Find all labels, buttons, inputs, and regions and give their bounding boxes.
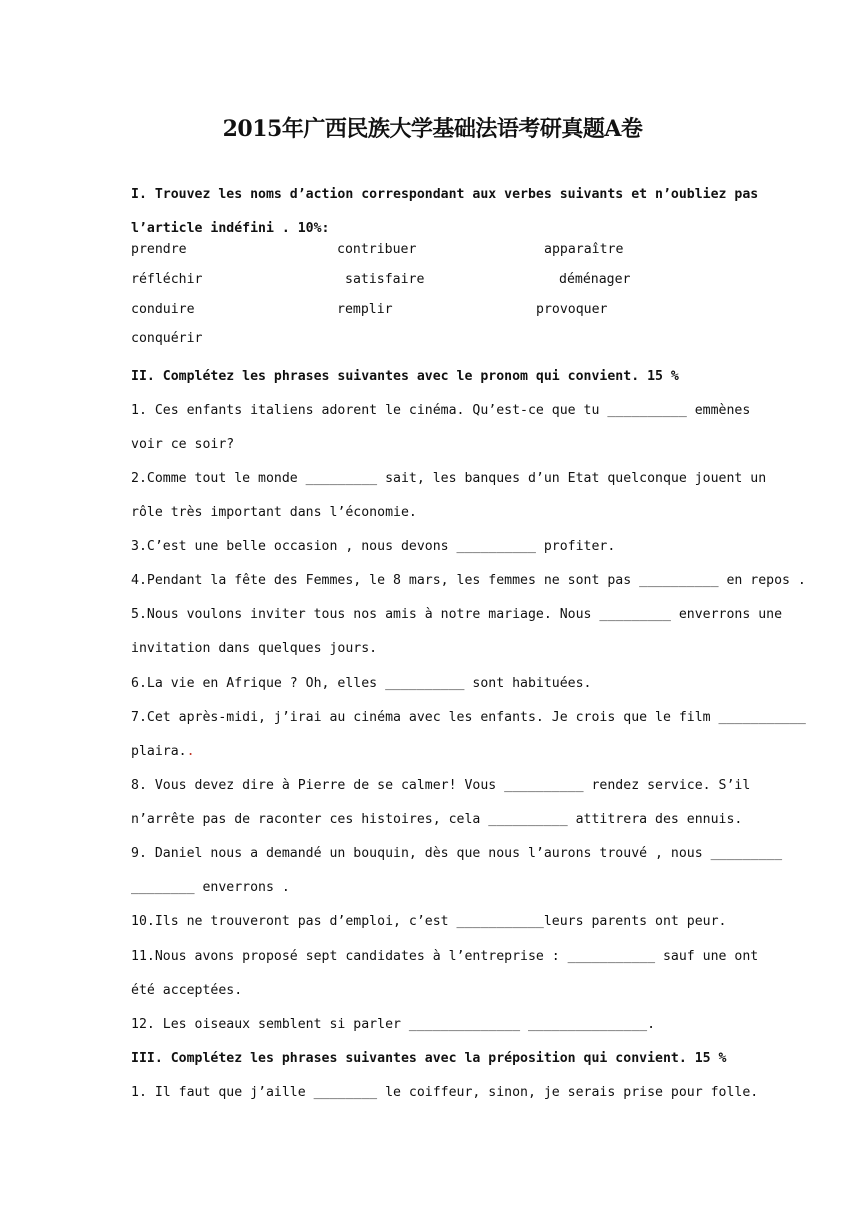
verb-conquerir: conquérir bbox=[131, 331, 203, 346]
section3-heading: III. Complétez les phrases suivantes avec la préposition qui convient. 15 % bbox=[131, 1051, 727, 1066]
exercise-line: 2.Comme tout le monde _________ sait, les banques d’un Etat quelconque jouent un bbox=[131, 471, 767, 486]
exercise-line bbox=[131, 744, 195, 759]
verb-demenager: déménager bbox=[559, 272, 631, 287]
verb-contribuer: contribuer bbox=[337, 242, 417, 257]
exercise-line: été acceptées. bbox=[131, 983, 243, 998]
exercise-line: 12. Les oiseaux semblent si parler ______________ _______________. bbox=[131, 1017, 656, 1032]
verb-conduire: conduire bbox=[131, 302, 195, 317]
verb-provoquer: provoquer bbox=[536, 302, 608, 317]
exercise-line: 7.Cet après-midi, j’irai au cinéma avec les enfants. Je crois que le film ___________ bbox=[131, 710, 806, 725]
section2-heading: II. Complétez les phrases suivantes avec le pronom qui convient. 15 % bbox=[131, 369, 679, 384]
exercise-line: 1. Ces enfants italiens adorent le cinéma. Qu’est-ce que tu __________ emmènes bbox=[131, 403, 751, 418]
page-title: 2015年广西民族大学基础法语考研真题A卷 bbox=[222, 116, 643, 142]
exercise-line: 8. Vous devez dire à Pierre de se calmer! Vous __________ rendez service. S’il bbox=[131, 778, 751, 793]
exercise-line: 5.Nous voulons inviter tous nos amis à notre mariage. Nous _________ enverrons une bbox=[131, 607, 783, 622]
verb-remplir: remplir bbox=[337, 302, 393, 317]
exercise-line: invitation dans quelques jours. bbox=[131, 641, 378, 656]
section1-heading-line2: l’article indéfini . 10%: bbox=[131, 221, 330, 236]
exercise-line: 1. Il faut que j’aille ________ le coiffeur, sinon, je serais prise pour folle. bbox=[131, 1085, 759, 1100]
exercise-line: n’arrête pas de raconter ces histoires, cela __________ attitrera des ennuis. bbox=[131, 812, 743, 827]
verb-apparaitre: apparaître bbox=[544, 242, 624, 257]
verb-reflechir: réfléchir bbox=[131, 272, 203, 287]
exercise-line: voir ce soir? bbox=[131, 437, 235, 452]
exercise-line-text: plaira. bbox=[131, 744, 187, 759]
exercise-line: 4.Pendant la fête des Femmes, le 8 mars, les femmes ne sont pas __________ en repos . bbox=[131, 573, 806, 588]
exercise-line: 3.C’est une belle occasion , nous devons __________ profiter. bbox=[131, 539, 616, 554]
red-mark: . bbox=[186, 744, 195, 759]
exercise-line: 11.Nous avons proposé sept candidates à l’entreprise : ___________ sauf une ont bbox=[131, 949, 759, 964]
exercise-line: 6.La vie en Afrique ? Oh, elles __________ sont habituées. bbox=[131, 676, 592, 691]
section1-heading-line1: I. Trouvez les noms d’action correspondant aux verbes suivants et n’oubliez pas bbox=[131, 187, 759, 202]
verb-prendre: prendre bbox=[131, 242, 187, 257]
exercise-line: ________ enverrons . bbox=[131, 880, 290, 895]
exercise-line: 10.Ils ne trouveront pas d’emploi, c’est ___________leurs parents ont peur. bbox=[131, 914, 727, 929]
exercise-line: 9. Daniel nous a demandé un bouquin, dès que nous l’aurons trouvé , nous _________ bbox=[131, 846, 783, 861]
verb-satisfaire: satisfaire bbox=[345, 272, 425, 287]
exercise-line: rôle très important dans l’économie. bbox=[131, 505, 417, 520]
